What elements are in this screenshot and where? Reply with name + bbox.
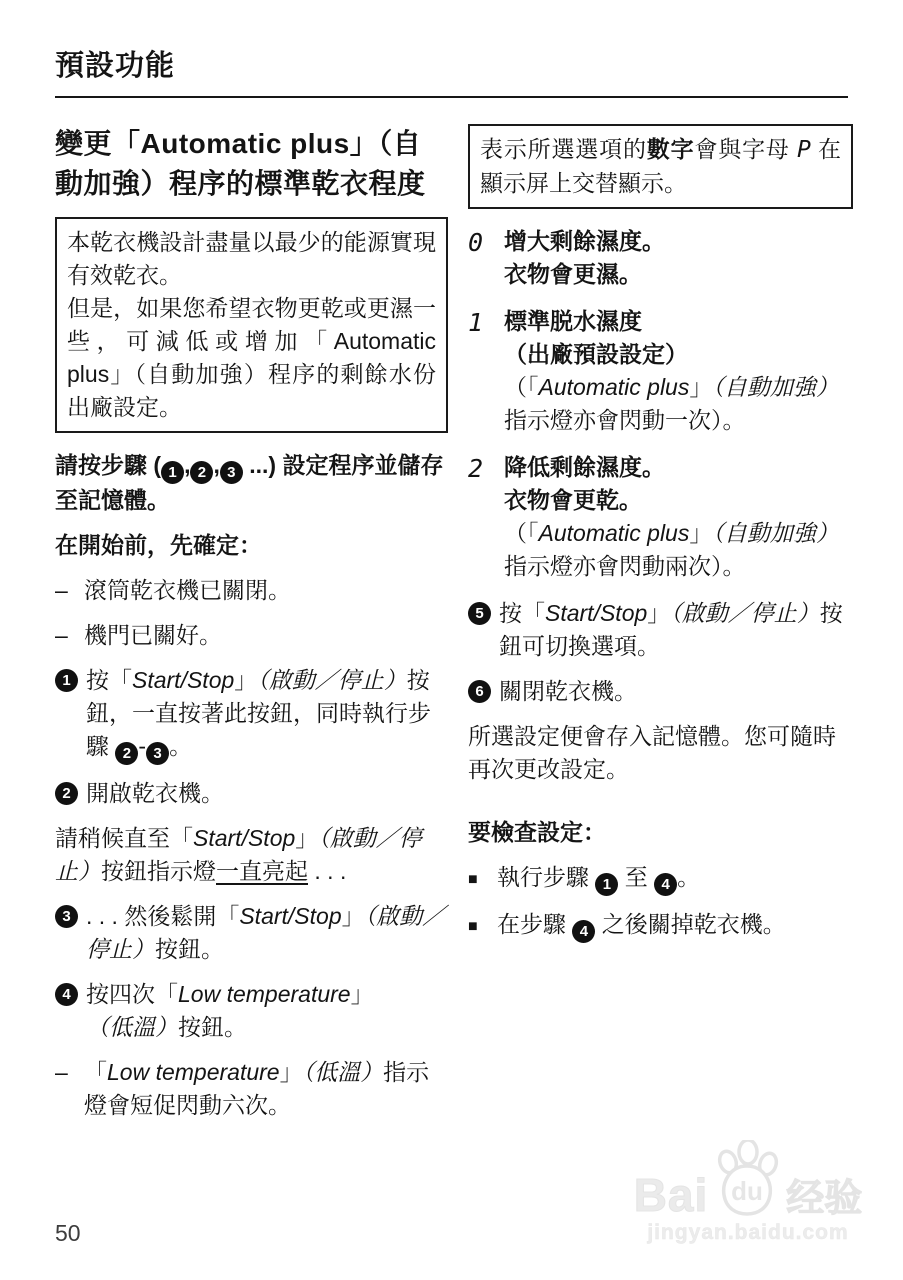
text-segment: 」 (295, 825, 319, 852)
page-header-area (0, 0, 903, 98)
option-text (504, 225, 853, 291)
text-segment: Low temperature (107, 1059, 280, 1086)
text-segment: Low temperature (178, 981, 351, 1008)
info-box (55, 217, 448, 433)
paragraph (55, 822, 448, 888)
display-option-item (468, 225, 853, 291)
step-number-badge: 5 (468, 602, 491, 625)
text-segment: 請稍候直至「 (55, 825, 193, 852)
text-segment: 按「 (499, 600, 545, 627)
step-text (499, 597, 853, 663)
bullet-text (497, 908, 853, 943)
text-segment: 一直亮起 (216, 858, 308, 885)
text-segment: ...) 設定程序並儲存至記憶體。 (55, 452, 444, 514)
left-column (55, 124, 448, 1134)
dash-text (84, 619, 448, 652)
info-box-paragraph (480, 133, 841, 200)
text-segment: （啟動／停止） (55, 825, 422, 885)
text-segment: Start/Stop (193, 825, 296, 852)
watermark-brand-row (633, 1140, 863, 1221)
text-segment: - (138, 733, 147, 760)
info-box-paragraph (67, 292, 436, 424)
text-segment: 按鈕。 (178, 1014, 247, 1041)
text-segment: 按鈕指示燈 (101, 858, 216, 885)
option-display-digit: 0 (468, 228, 484, 258)
text-segment: 在開始前，先確定： (55, 532, 262, 559)
text-segment: 請按步驟 ( (55, 452, 162, 479)
watermark-url: jingyan.baidu.com (647, 1221, 849, 1244)
text-segment: 指示燈亦會閃動兩次）。 (504, 553, 746, 580)
step-number-badge: 6 (468, 680, 491, 703)
text-segment: 數字 (646, 136, 695, 163)
section-title (55, 124, 448, 204)
display-option-item (468, 451, 853, 583)
text-segment: （自動加強） (712, 520, 839, 547)
square-bullet: ■ (468, 918, 478, 936)
text-segment: 按鈕可切換選項。 (499, 600, 843, 660)
dash-marker: – (55, 622, 68, 649)
text-segment: 表示所選選項的 (480, 136, 647, 163)
step-number-badge: 4 (654, 873, 677, 896)
text-segment: 」 (279, 1059, 303, 1086)
option-display-digit: 2 (468, 454, 484, 484)
step-number-badge: 4 (572, 920, 595, 943)
text-segment: 」 (350, 981, 374, 1008)
step-item (55, 664, 448, 765)
dash-marker: – (55, 577, 68, 604)
step-number-badge: 3 (220, 461, 243, 484)
option-line (504, 258, 853, 291)
right-column (468, 124, 853, 1134)
paragraph (468, 720, 853, 786)
dash-text (84, 574, 448, 607)
bold-paragraph (55, 449, 448, 517)
dash-text (84, 1056, 448, 1122)
paw-icon (710, 1140, 784, 1218)
page-number: 50 (55, 1220, 81, 1246)
watermark-brand-text: Bai (633, 1169, 709, 1221)
text-segment: 增大剩餘濕度。 (504, 228, 665, 255)
step-item (468, 675, 853, 708)
text-segment: 。 (677, 864, 701, 891)
text-segment: 變更「Automatic plus」（自動加強）程序的標準乾衣程度 (55, 128, 426, 200)
text-segment: 在顯示屏上交替顯示。 (480, 136, 842, 197)
text-segment: （自動加強） (712, 374, 839, 401)
text-segment: 」 (689, 374, 713, 401)
text-segment: （「 (504, 374, 539, 401)
step-number-badge: 3 (55, 905, 78, 928)
text-segment: Automatic plus (538, 374, 690, 401)
option-text (504, 451, 853, 583)
text-segment: 按鈕，一直按著此按鈕，同時執行步驟 (86, 667, 431, 760)
text-segment: Start/Stop (239, 903, 342, 930)
display-digit: P (796, 137, 811, 164)
text-segment: 。 (169, 733, 193, 760)
watermark-brand-cn: 经验 (786, 1178, 863, 1220)
option-line (504, 225, 853, 258)
step-item (55, 900, 448, 966)
step-number-badge: 1 (161, 461, 184, 484)
option-line (504, 484, 853, 517)
text-segment: 降低剩餘濕度。 (504, 454, 665, 481)
text-segment: 至 (618, 864, 655, 891)
step-text (86, 978, 448, 1044)
dash-marker: – (55, 1059, 68, 1086)
page-title: 預設功能 (55, 50, 176, 82)
text-segment: 指示燈會短促閃動六次。 (84, 1059, 430, 1119)
text-segment: 」 (689, 520, 713, 547)
text-segment: , (184, 452, 191, 479)
text-segment: . . . (308, 858, 347, 885)
bullet-item (468, 861, 853, 896)
text-segment: 開啟乾衣機。 (86, 780, 224, 807)
dash-item (55, 574, 448, 607)
info-box (468, 124, 853, 209)
text-segment: 之後關掉乾衣機。 (595, 911, 786, 938)
step-text (86, 664, 448, 765)
text-segment: （低溫） (302, 1059, 384, 1086)
step-text (86, 777, 448, 810)
text-segment: 指示燈亦會閃動一次）。 (504, 407, 746, 434)
baidu-jingyan-watermark (633, 1140, 863, 1245)
option-line (504, 371, 853, 437)
text-segment: 「 (84, 1059, 107, 1086)
option-text (504, 305, 853, 437)
square-bullet: ■ (468, 871, 478, 889)
text-segment: （啟動／停止） (86, 903, 446, 963)
text-segment: 所選設定便會存入記憶體。您可隨時再次更改設定。 (468, 723, 836, 783)
text-segment: 」 (341, 903, 365, 930)
header-rule (55, 96, 848, 98)
text-segment: （出廠預設設定） (504, 341, 688, 368)
bold-paragraph (468, 816, 853, 849)
text-segment: （低溫） (86, 1014, 178, 1041)
text-segment: 滾筒乾衣機已關閉。 (84, 577, 291, 604)
option-line (504, 451, 853, 484)
step-number-badge: 2 (55, 782, 78, 805)
step-number-badge: 3 (146, 742, 169, 765)
text-segment: 標準脱水濕度 (504, 308, 642, 335)
text-segment: 本乾衣機設計盡量以最少的能源實現有效乾衣。 (67, 229, 436, 289)
text-segment: 衣物會更乾。 (504, 487, 642, 514)
text-segment: （啟動／停止） (257, 667, 407, 694)
text-segment: 」 (234, 667, 258, 694)
option-line (504, 517, 853, 583)
step-number-badge: 1 (55, 669, 78, 692)
step-number-badge: 2 (190, 461, 213, 484)
dash-item (55, 619, 448, 652)
text-segment: 要檢查設定： (468, 819, 606, 846)
step-text (499, 675, 853, 708)
text-segment: 但是，如果您希望衣物更乾或更濕一些，可減低或增加「Automatic plus」（自動加強）程序的剩餘水份出廠設定。 (67, 295, 436, 421)
bullet-item (468, 908, 853, 943)
step-text (86, 900, 448, 966)
bullet-text (497, 861, 853, 896)
text-segment: 按鈕。 (155, 936, 224, 963)
option-line (504, 305, 853, 338)
text-segment: Start/Stop (132, 667, 235, 694)
text-segment: 按四次「 (86, 981, 178, 1008)
step-number-badge: 2 (115, 742, 138, 765)
bold-paragraph (55, 529, 448, 562)
step-item (55, 978, 448, 1044)
text-segment: 關閉乾衣機。 (499, 678, 637, 705)
text-segment: （啟動／停止） (670, 600, 820, 627)
step-item (468, 597, 853, 663)
text-segment: 會與字母 (694, 136, 797, 163)
step-number-badge: 4 (55, 983, 78, 1006)
dash-item (55, 1056, 448, 1122)
text-segment: 執行步驟 (497, 864, 596, 891)
page-content (0, 124, 903, 1134)
text-segment: Automatic plus (538, 520, 690, 547)
option-line (504, 338, 853, 371)
info-box-paragraph (67, 226, 436, 292)
text-segment: , (213, 452, 220, 479)
text-segment: Start/Stop (545, 600, 648, 627)
text-segment: 」 (647, 600, 671, 627)
text-segment: 衣物會更濕。 (504, 261, 642, 288)
step-number-badge: 1 (595, 873, 618, 896)
text-segment: . . . 然後鬆開「 (86, 903, 240, 930)
display-option-item (468, 305, 853, 437)
option-display-digit: 1 (468, 308, 484, 338)
text-segment: 按「 (86, 667, 132, 694)
step-item (55, 777, 448, 810)
text-segment: 在步驟 (497, 911, 573, 938)
text-segment: 機門已關好。 (84, 622, 222, 649)
text-segment: （「 (504, 520, 539, 547)
paw-du-text: du (731, 1176, 764, 1206)
